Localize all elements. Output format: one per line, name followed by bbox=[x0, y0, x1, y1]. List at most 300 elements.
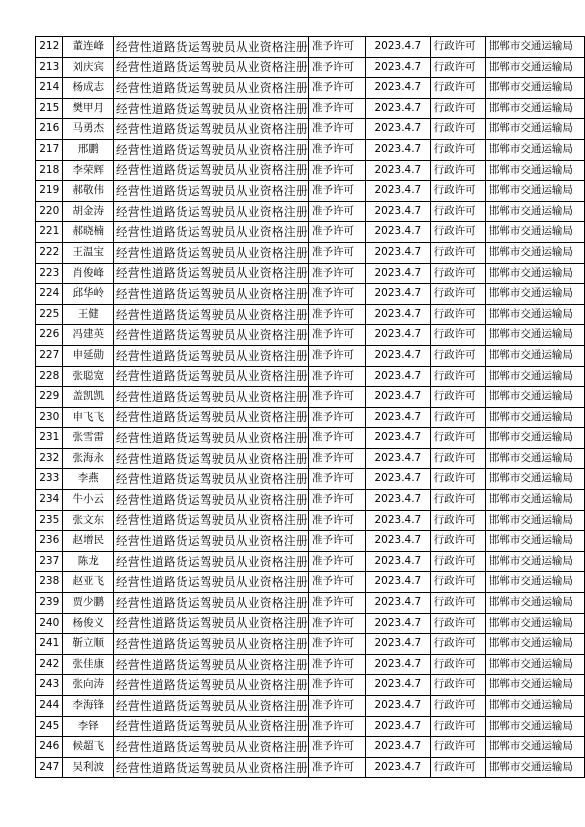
category-cell: 行政许可 bbox=[430, 448, 485, 469]
permit-item-text: 经营性道路货运驾驶员从业资格注册 bbox=[115, 698, 308, 714]
table-row bbox=[36, 675, 585, 696]
permit-item-text: 经营性道路货运驾驶员从业资格注册 bbox=[115, 101, 308, 116]
row-number-cell: 239 bbox=[36, 593, 63, 614]
decision-date-cell: 2023.4.7 bbox=[366, 325, 431, 346]
category-cell: 行政许可 bbox=[430, 757, 485, 778]
permit-item-text: 经营性道路货运驾驶员从业资格注册 bbox=[115, 307, 308, 322]
permit-item-text: 经营性道路货运驾驶员从业资格注册 bbox=[115, 327, 308, 343]
category-cell: 行政许可 bbox=[430, 696, 485, 717]
row-number-cell: 234 bbox=[36, 490, 63, 511]
permit-item-text: 经营性道路货运驾驶员从业资格注册 bbox=[115, 368, 308, 384]
row-number-cell: 242 bbox=[36, 654, 63, 675]
decision-type-cell: 准予许可 bbox=[308, 37, 365, 58]
permit-item-text: 经营性道路货运驾驶员从业资格注册 bbox=[115, 760, 308, 775]
authority-cell: 邯郸市交通运输局 bbox=[485, 737, 584, 758]
permit-item-text: 经营性道路货运驾驶员从业资格注册 bbox=[115, 245, 308, 261]
decision-date-cell: 2023.4.7 bbox=[366, 531, 431, 552]
category-cell: 行政许可 bbox=[430, 490, 485, 511]
table-row bbox=[36, 57, 585, 78]
row-number-cell: 235 bbox=[36, 510, 63, 531]
person-name-cell: 候超飞 bbox=[63, 737, 114, 758]
permit-item-text: 经营性道路货运驾驶员从业资格注册 bbox=[115, 492, 308, 508]
row-number-cell: 230 bbox=[36, 407, 63, 428]
permit-item-cell bbox=[113, 593, 308, 614]
authority-cell: 邯郸市交通运输局 bbox=[485, 201, 584, 222]
permit-item-text: 经营性道路货运驾驶员从业资格注册 bbox=[115, 389, 308, 405]
person-name-cell: 樊甲月 bbox=[63, 98, 114, 119]
decision-date-cell: 2023.4.7 bbox=[366, 263, 431, 284]
category-cell: 行政许可 bbox=[430, 325, 485, 346]
decision-date-cell: 2023.4.7 bbox=[366, 98, 431, 119]
row-number-cell: 216 bbox=[36, 119, 63, 140]
decision-type-cell: 准予许可 bbox=[308, 98, 365, 119]
decision-date-cell: 2023.4.7 bbox=[366, 757, 431, 778]
table-row bbox=[36, 531, 585, 552]
permit-item-cell bbox=[113, 448, 308, 469]
category-cell: 行政许可 bbox=[430, 37, 485, 58]
row-number-cell: 228 bbox=[36, 366, 63, 387]
row-number-cell: 237 bbox=[36, 551, 63, 572]
decision-type-cell: 准予许可 bbox=[308, 325, 365, 346]
permit-item-cell bbox=[113, 345, 308, 366]
decision-type-cell: 准予许可 bbox=[308, 634, 365, 655]
table-row bbox=[36, 490, 585, 511]
row-number-cell: 240 bbox=[36, 613, 63, 634]
decision-date-cell: 2023.4.7 bbox=[366, 634, 431, 655]
decision-type-cell: 准予许可 bbox=[308, 139, 365, 160]
category-cell: 行政许可 bbox=[430, 469, 485, 490]
decision-date-cell: 2023.4.7 bbox=[366, 222, 431, 243]
permit-item-text: 经营性道路货运驾驶员从业资格注册 bbox=[115, 430, 308, 446]
category-cell: 行政许可 bbox=[430, 675, 485, 696]
category-cell: 行政许可 bbox=[430, 160, 485, 181]
decision-type-cell: 准予许可 bbox=[308, 469, 365, 490]
permit-item-cell bbox=[113, 37, 308, 58]
person-name-cell: 李海锋 bbox=[63, 696, 114, 717]
permit-item-text: 经营性道路货运驾驶员从业资格注册 bbox=[115, 636, 308, 652]
decision-date-cell: 2023.4.7 bbox=[366, 510, 431, 531]
category-cell: 行政许可 bbox=[430, 119, 485, 140]
decision-type-cell: 准予许可 bbox=[308, 387, 365, 408]
decision-type-cell: 准予许可 bbox=[308, 510, 365, 531]
decision-type-cell: 准予许可 bbox=[308, 675, 365, 696]
category-cell: 行政许可 bbox=[430, 387, 485, 408]
table-row bbox=[36, 304, 585, 325]
decision-type-cell: 准予许可 bbox=[308, 696, 365, 717]
person-name-cell: 张文东 bbox=[63, 510, 114, 531]
row-number-cell: 214 bbox=[36, 78, 63, 99]
category-cell: 行政许可 bbox=[430, 345, 485, 366]
decision-date-cell: 2023.4.7 bbox=[366, 613, 431, 634]
decision-date-cell: 2023.4.7 bbox=[366, 304, 431, 325]
decision-type-cell: 准予许可 bbox=[308, 222, 365, 243]
table-row bbox=[36, 716, 585, 737]
table-row bbox=[36, 222, 585, 243]
person-name-cell: 王温宝 bbox=[63, 242, 114, 263]
permit-item-cell bbox=[113, 263, 308, 284]
decision-type-cell: 准予许可 bbox=[308, 263, 365, 284]
permit-item-cell bbox=[113, 181, 308, 202]
permit-item-text: 经营性道路货运驾驶员从业资格注册 bbox=[115, 163, 308, 178]
authority-cell: 邯郸市交通运输局 bbox=[485, 757, 584, 778]
table-row bbox=[36, 325, 585, 346]
person-name-cell: 李燕 bbox=[63, 469, 114, 490]
table-row bbox=[36, 387, 585, 408]
table-row bbox=[36, 572, 585, 593]
decision-date-cell: 2023.4.7 bbox=[366, 737, 431, 758]
person-name-cell: 贾少鹏 bbox=[63, 593, 114, 614]
row-number-cell: 221 bbox=[36, 222, 63, 243]
category-cell: 行政许可 bbox=[430, 366, 485, 387]
authority-cell: 邯郸市交通运输局 bbox=[485, 572, 584, 593]
row-number-cell: 247 bbox=[36, 757, 63, 778]
category-cell: 行政许可 bbox=[430, 57, 485, 78]
permit-item-cell bbox=[113, 325, 308, 346]
row-number-cell: 219 bbox=[36, 181, 63, 202]
permit-item-text: 经营性道路货运驾驶员从业资格注册 bbox=[115, 224, 308, 240]
authority-cell: 邯郸市交通运输局 bbox=[485, 284, 584, 305]
authority-cell: 邯郸市交通运输局 bbox=[485, 78, 584, 99]
person-name-cell: 邱华岭 bbox=[63, 284, 114, 305]
decision-type-cell: 准予许可 bbox=[308, 716, 365, 737]
category-cell: 行政许可 bbox=[430, 201, 485, 222]
permit-item-cell bbox=[113, 757, 308, 778]
permit-item-cell bbox=[113, 160, 308, 181]
permit-item-text: 经营性道路货运驾驶员从业资格注册 bbox=[115, 574, 308, 590]
person-name-cell: 杨俊义 bbox=[63, 613, 114, 634]
person-name-cell: 王健 bbox=[63, 304, 114, 325]
row-number-cell: 229 bbox=[36, 387, 63, 408]
decision-date-cell: 2023.4.7 bbox=[366, 448, 431, 469]
row-number-cell: 236 bbox=[36, 531, 63, 552]
row-number-cell: 213 bbox=[36, 57, 63, 78]
person-name-cell: 赵增民 bbox=[63, 531, 114, 552]
row-number-cell: 244 bbox=[36, 696, 63, 717]
authority-cell: 邯郸市交通运输局 bbox=[485, 675, 584, 696]
person-name-cell: 郝敬伟 bbox=[63, 181, 114, 202]
category-cell: 行政许可 bbox=[430, 139, 485, 160]
category-cell: 行政许可 bbox=[430, 181, 485, 202]
decision-type-cell: 准予许可 bbox=[308, 284, 365, 305]
category-cell: 行政许可 bbox=[430, 551, 485, 572]
row-number-cell: 212 bbox=[36, 37, 63, 58]
decision-date-cell: 2023.4.7 bbox=[366, 139, 431, 160]
decision-date-cell: 2023.4.7 bbox=[366, 716, 431, 737]
table-row bbox=[36, 78, 585, 99]
permit-item-cell bbox=[113, 675, 308, 696]
permit-item-cell bbox=[113, 222, 308, 243]
authority-cell: 邯郸市交通运输局 bbox=[485, 366, 584, 387]
decision-date-cell: 2023.4.7 bbox=[366, 78, 431, 99]
table-row bbox=[36, 284, 585, 305]
authority-cell: 邯郸市交通运输局 bbox=[485, 181, 584, 202]
table-row bbox=[36, 366, 585, 387]
permit-item-text: 经营性道路货运驾驶员从业资格注册 bbox=[115, 142, 308, 158]
category-cell: 行政许可 bbox=[430, 428, 485, 449]
person-name-cell: 刘庆宾 bbox=[63, 57, 114, 78]
decision-type-cell: 准予许可 bbox=[308, 428, 365, 449]
person-name-cell: 马勇杰 bbox=[63, 119, 114, 140]
authority-cell: 邯郸市交通运输局 bbox=[485, 407, 584, 428]
table-row bbox=[36, 407, 585, 428]
decision-type-cell: 准予许可 bbox=[308, 407, 365, 428]
row-number-cell: 241 bbox=[36, 634, 63, 655]
permit-item-cell bbox=[113, 716, 308, 737]
permit-item-cell bbox=[113, 490, 308, 511]
decision-date-cell: 2023.4.7 bbox=[366, 593, 431, 614]
decision-type-cell: 准予许可 bbox=[308, 78, 365, 99]
permit-item-text: 经营性道路货运驾驶员从业资格注册 bbox=[115, 80, 308, 96]
table-row bbox=[36, 510, 585, 531]
table-row bbox=[36, 613, 585, 634]
permit-item-cell bbox=[113, 242, 308, 263]
category-cell: 行政许可 bbox=[430, 572, 485, 593]
authority-cell: 邯郸市交通运输局 bbox=[485, 263, 584, 284]
permit-item-text: 经营性道路货运驾驶员从业资格注册 bbox=[115, 286, 308, 302]
table-row bbox=[36, 345, 585, 366]
person-name-cell: 董连峰 bbox=[63, 37, 114, 58]
person-name-cell: 李铎 bbox=[63, 716, 114, 737]
authority-cell: 邯郸市交通运输局 bbox=[485, 613, 584, 634]
permit-item-text: 经营性道路货运驾驶员从业资格注册 bbox=[115, 513, 308, 528]
permit-item-text: 经营性道路货运驾驶员从业资格注册 bbox=[115, 348, 308, 364]
permit-item-text: 经营性道路货运驾驶员从业资格注册 bbox=[115, 265, 308, 281]
decision-type-cell: 准予许可 bbox=[308, 366, 365, 387]
authority-cell: 邯郸市交通运输局 bbox=[485, 325, 584, 346]
permit-item-text: 经营性道路货运驾驶员从业资格注册 bbox=[115, 39, 308, 55]
decision-date-cell: 2023.4.7 bbox=[366, 407, 431, 428]
permit-item-text: 经营性道路货运驾驶员从业资格注册 bbox=[115, 595, 308, 611]
row-number-cell: 232 bbox=[36, 448, 63, 469]
permit-item-text: 经营性道路货运驾驶员从业资格注册 bbox=[115, 204, 308, 219]
permit-item-text: 经营性道路货运驾驶员从业资格注册 bbox=[115, 657, 308, 672]
permit-item-cell bbox=[113, 407, 308, 428]
permit-item-cell bbox=[113, 551, 308, 572]
permit-item-text: 经营性道路货运驾驶员从业资格注册 bbox=[115, 719, 308, 734]
authority-cell: 邯郸市交通运输局 bbox=[485, 531, 584, 552]
permit-item-cell bbox=[113, 304, 308, 325]
person-name-cell: 胡金涛 bbox=[63, 201, 114, 222]
person-name-cell: 冯建英 bbox=[63, 325, 114, 346]
person-name-cell: 申延勋 bbox=[63, 345, 114, 366]
decision-type-cell: 准予许可 bbox=[308, 654, 365, 675]
decision-date-cell: 2023.4.7 bbox=[366, 160, 431, 181]
row-number-cell: 217 bbox=[36, 139, 63, 160]
permit-item-text: 经营性道路货运驾驶员从业资格注册 bbox=[115, 183, 308, 199]
table-row bbox=[36, 181, 585, 202]
row-number-cell: 220 bbox=[36, 201, 63, 222]
permit-item-text: 经营性道路货运驾驶员从业资格注册 bbox=[115, 677, 308, 693]
permit-item-text: 经营性道路货运驾驶员从业资格注册 bbox=[115, 533, 308, 549]
decision-type-cell: 准予许可 bbox=[308, 531, 365, 552]
permit-item-cell bbox=[113, 469, 308, 490]
decision-date-cell: 2023.4.7 bbox=[366, 284, 431, 305]
table-row bbox=[36, 139, 585, 160]
category-cell: 行政许可 bbox=[430, 78, 485, 99]
authority-cell: 邯郸市交通运输局 bbox=[485, 428, 584, 449]
row-number-cell: 224 bbox=[36, 284, 63, 305]
permit-item-text: 经营性道路货运驾驶员从业资格注册 bbox=[115, 410, 308, 425]
authority-cell: 邯郸市交通运输局 bbox=[485, 510, 584, 531]
table-row bbox=[36, 757, 585, 778]
permit-item-cell bbox=[113, 57, 308, 78]
authority-cell: 邯郸市交通运输局 bbox=[485, 242, 584, 263]
person-name-cell: 赵亚飞 bbox=[63, 572, 114, 593]
authority-cell: 邯郸市交通运输局 bbox=[485, 716, 584, 737]
decision-type-cell: 准予许可 bbox=[308, 551, 365, 572]
table-row bbox=[36, 428, 585, 449]
decision-type-cell: 准予许可 bbox=[308, 572, 365, 593]
authority-cell: 邯郸市交通运输局 bbox=[485, 222, 584, 243]
decision-date-cell: 2023.4.7 bbox=[366, 551, 431, 572]
permit-item-text: 经营性道路货运驾驶员从业资格注册 bbox=[115, 451, 308, 467]
person-name-cell: 郝晓楠 bbox=[63, 222, 114, 243]
permit-item-cell bbox=[113, 119, 308, 140]
table-row bbox=[36, 634, 585, 655]
authority-cell: 邯郸市交通运输局 bbox=[485, 345, 584, 366]
decision-date-cell: 2023.4.7 bbox=[366, 387, 431, 408]
row-number-cell: 226 bbox=[36, 325, 63, 346]
table-row bbox=[36, 593, 585, 614]
decision-type-cell: 准予许可 bbox=[308, 737, 365, 758]
decision-date-cell: 2023.4.7 bbox=[366, 201, 431, 222]
category-cell: 行政许可 bbox=[430, 634, 485, 655]
person-name-cell: 张海永 bbox=[63, 448, 114, 469]
person-name-cell: 杨成志 bbox=[63, 78, 114, 99]
decision-date-cell: 2023.4.7 bbox=[366, 654, 431, 675]
permit-item-cell bbox=[113, 510, 308, 531]
authority-cell: 邯郸市交通运输局 bbox=[485, 387, 584, 408]
decision-date-cell: 2023.4.7 bbox=[366, 242, 431, 263]
person-name-cell: 吴利波 bbox=[63, 757, 114, 778]
decision-date-cell: 2023.4.7 bbox=[366, 119, 431, 140]
row-number-cell: 238 bbox=[36, 572, 63, 593]
permit-item-cell bbox=[113, 387, 308, 408]
authority-cell: 邯郸市交通运输局 bbox=[485, 98, 584, 119]
decision-type-cell: 准予许可 bbox=[308, 613, 365, 634]
person-name-cell: 邢鹏 bbox=[63, 139, 114, 160]
authority-cell: 邯郸市交通运输局 bbox=[485, 490, 584, 511]
category-cell: 行政许可 bbox=[430, 98, 485, 119]
row-number-cell: 246 bbox=[36, 737, 63, 758]
permit-item-cell bbox=[113, 613, 308, 634]
category-cell: 行政许可 bbox=[430, 654, 485, 675]
person-name-cell: 李荣辉 bbox=[63, 160, 114, 181]
category-cell: 行政许可 bbox=[430, 284, 485, 305]
person-name-cell: 张佳康 bbox=[63, 654, 114, 675]
permit-item-text: 经营性道路货运驾驶员从业资格注册 bbox=[115, 739, 308, 755]
decision-type-cell: 准予许可 bbox=[308, 201, 365, 222]
decision-date-cell: 2023.4.7 bbox=[366, 675, 431, 696]
decision-date-cell: 2023.4.7 bbox=[366, 428, 431, 449]
person-name-cell: 申飞飞 bbox=[63, 407, 114, 428]
decision-type-cell: 准予许可 bbox=[308, 242, 365, 263]
decision-date-cell: 2023.4.7 bbox=[366, 57, 431, 78]
permit-item-cell bbox=[113, 78, 308, 99]
table-row bbox=[36, 37, 585, 58]
permit-item-cell bbox=[113, 98, 308, 119]
decision-type-cell: 准予许可 bbox=[308, 490, 365, 511]
permit-item-cell bbox=[113, 572, 308, 593]
row-number-cell: 243 bbox=[36, 675, 63, 696]
authority-cell: 邯郸市交通运输局 bbox=[485, 139, 584, 160]
table-row bbox=[36, 737, 585, 758]
row-number-cell: 227 bbox=[36, 345, 63, 366]
permit-item-cell bbox=[113, 428, 308, 449]
person-name-cell: 盖凯凯 bbox=[63, 387, 114, 408]
authority-cell: 邯郸市交通运输局 bbox=[485, 634, 584, 655]
table-row bbox=[36, 119, 585, 140]
authority-cell: 邯郸市交通运输局 bbox=[485, 469, 584, 490]
category-cell: 行政许可 bbox=[430, 304, 485, 325]
row-number-cell: 222 bbox=[36, 242, 63, 263]
permit-item-cell bbox=[113, 139, 308, 160]
category-cell: 行政许可 bbox=[430, 531, 485, 552]
decision-date-cell: 2023.4.7 bbox=[366, 37, 431, 58]
permit-item-text: 经营性道路货运驾驶员从业资格注册 bbox=[115, 121, 308, 137]
table-row bbox=[36, 160, 585, 181]
decision-date-cell: 2023.4.7 bbox=[366, 572, 431, 593]
person-name-cell: 张雪雷 bbox=[63, 428, 114, 449]
person-name-cell: 陈龙 bbox=[63, 551, 114, 572]
permit-item-text: 经营性道路货运驾驶员从业资格注册 bbox=[115, 616, 308, 631]
table-row bbox=[36, 98, 585, 119]
decision-type-cell: 准予许可 bbox=[308, 160, 365, 181]
category-cell: 行政许可 bbox=[430, 593, 485, 614]
category-cell: 行政许可 bbox=[430, 263, 485, 284]
category-cell: 行政许可 bbox=[430, 737, 485, 758]
permit-item-cell bbox=[113, 284, 308, 305]
category-cell: 行政许可 bbox=[430, 510, 485, 531]
permit-item-cell bbox=[113, 366, 308, 387]
category-cell: 行政许可 bbox=[430, 613, 485, 634]
authority-cell: 邯郸市交通运输局 bbox=[485, 304, 584, 325]
table-row bbox=[36, 201, 585, 222]
category-cell: 行政许可 bbox=[430, 222, 485, 243]
table-row bbox=[36, 263, 585, 284]
authority-cell: 邯郸市交通运输局 bbox=[485, 593, 584, 614]
decision-date-cell: 2023.4.7 bbox=[366, 366, 431, 387]
person-name-cell: 靳立顺 bbox=[63, 634, 114, 655]
table-row bbox=[36, 448, 585, 469]
decision-type-cell: 准予许可 bbox=[308, 57, 365, 78]
row-number-cell: 231 bbox=[36, 428, 63, 449]
decision-type-cell: 准予许可 bbox=[308, 757, 365, 778]
permit-item-cell bbox=[113, 696, 308, 717]
table-row bbox=[36, 469, 585, 490]
row-number-cell: 218 bbox=[36, 160, 63, 181]
permit-item-text: 经营性道路货运驾驶员从业资格注册 bbox=[115, 60, 308, 75]
person-name-cell: 张向涛 bbox=[63, 675, 114, 696]
decision-date-cell: 2023.4.7 bbox=[366, 469, 431, 490]
category-cell: 行政许可 bbox=[430, 716, 485, 737]
decision-type-cell: 准予许可 bbox=[308, 593, 365, 614]
decision-date-cell: 2023.4.7 bbox=[366, 345, 431, 366]
decision-type-cell: 准予许可 bbox=[308, 448, 365, 469]
permit-table bbox=[35, 36, 585, 778]
decision-type-cell: 准予许可 bbox=[308, 119, 365, 140]
decision-type-cell: 准予许可 bbox=[308, 304, 365, 325]
decision-date-cell: 2023.4.7 bbox=[366, 490, 431, 511]
authority-cell: 邯郸市交通运输局 bbox=[485, 37, 584, 58]
permit-item-cell bbox=[113, 531, 308, 552]
permit-item-cell bbox=[113, 201, 308, 222]
category-cell: 行政许可 bbox=[430, 242, 485, 263]
permit-table-body bbox=[36, 37, 585, 778]
row-number-cell: 215 bbox=[36, 98, 63, 119]
row-number-cell: 245 bbox=[36, 716, 63, 737]
authority-cell: 邯郸市交通运输局 bbox=[485, 119, 584, 140]
